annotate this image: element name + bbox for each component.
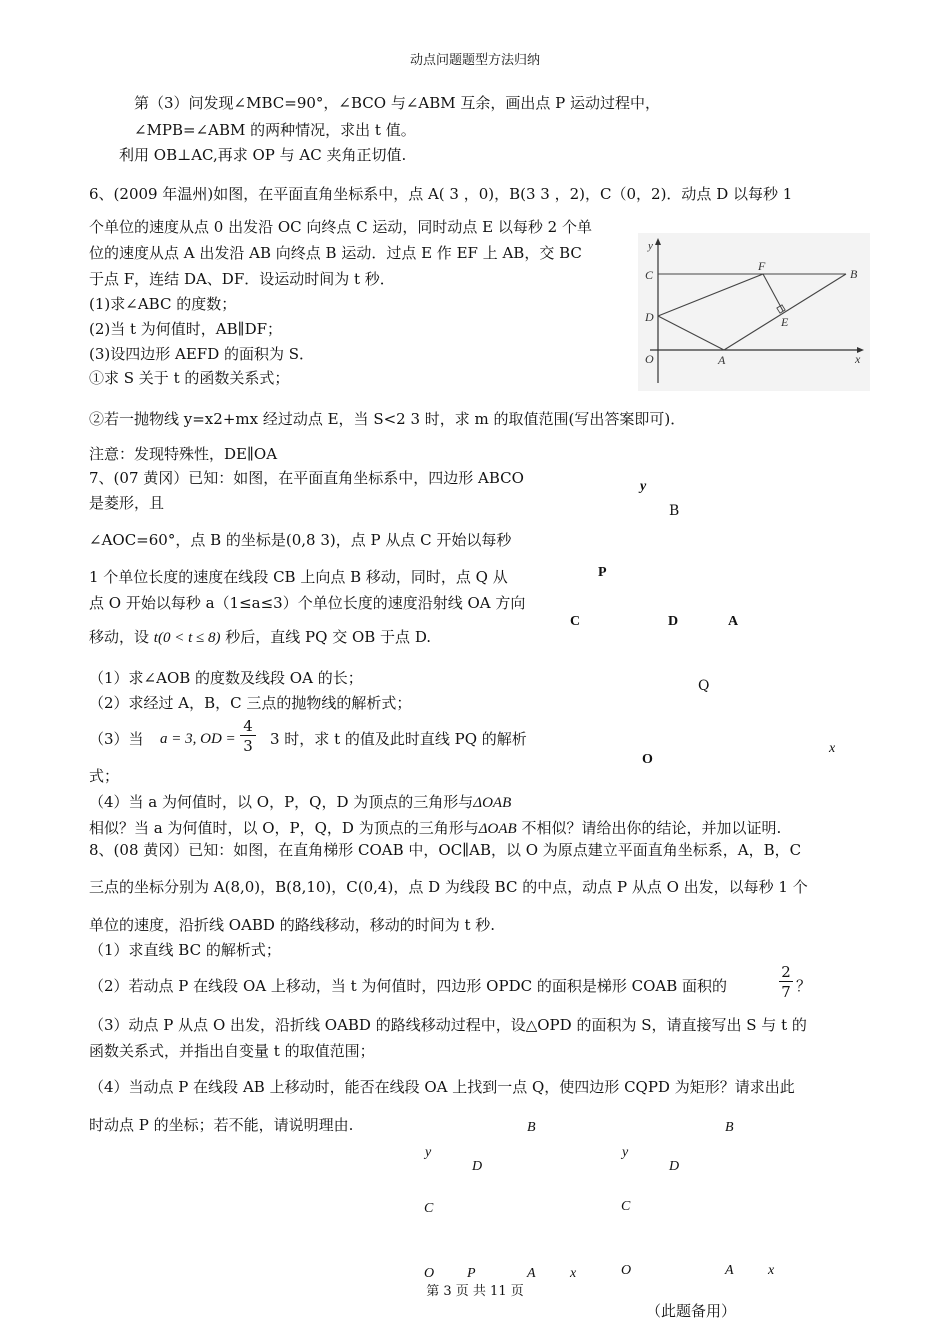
fig6-label-y: y — [648, 240, 653, 252]
fig7-label-b: B — [669, 503, 680, 519]
intro-line-1: 第（3）问发现∠MBC=90°，∠BCO 与∠ABM 互余，画出点 P 运动过程中， — [134, 94, 660, 112]
q6-sub-3: (3)设四边形 AEFD 的面积为 S． — [89, 345, 315, 363]
q6-note: 注意：发现特殊性，DE∥OA — [89, 445, 278, 463]
q7-sub-4 — [89, 792, 511, 813]
q7-fraction — [240, 717, 256, 756]
q8-sub-4: （4）当动点 P 在线段 AB 上移动时，能否在线段 OA 上找到一点 Q，使四边形 CQPD 为矩形？请求出此 — [89, 1078, 795, 1096]
q8-sub-1: （1）求直线 BC 的解析式； — [89, 941, 281, 959]
q7-sub-3-math: a = 3, OD = — [160, 731, 236, 747]
fig6-label-f: F — [758, 259, 766, 273]
fig8a-label-x: x — [570, 1266, 577, 1281]
fig8b-label-b: B — [725, 1120, 734, 1135]
q8-sub-3-cont: 函数关系式，并指出自变量 t 的取值范围； — [89, 1042, 375, 1060]
q6-sub-2: (2)当 t 为何值时，AB∥DF； — [89, 320, 283, 338]
q7-fraction-denominator: 3 — [243, 737, 253, 755]
q8-line-3: 单位的速度，沿折线 OABD 的路线移动，移动的时间为 t 秒. — [89, 916, 496, 934]
fig8a-label-o: O — [424, 1266, 435, 1281]
q7-line-6-prefix: 移动，设 — [89, 628, 150, 646]
fig7-label-y: y — [640, 479, 647, 494]
fig7-label-d: D — [668, 614, 679, 629]
fig8a-label-a: A — [527, 1266, 536, 1281]
q8-sub-2: （2）若动点 P 在线段 OA 上移动，当 t 为何值时，四边形 OPDC 的面积是梯形 COAB 面积的 — [89, 977, 728, 995]
fig6-label-c: C — [645, 268, 654, 282]
fig8b-label-d: D — [669, 1159, 680, 1174]
fig7-label-a: A — [728, 614, 739, 629]
fig8b-label-y: y — [622, 1145, 629, 1160]
fig6-label-d: D — [645, 310, 654, 324]
fig8a-label-y: y — [425, 1145, 432, 1160]
fig6-label-o: O — [645, 352, 654, 366]
page-footer: 第 3 页 共 11 页 — [426, 1284, 524, 1299]
q7-sub-4-cont-math: ΔOAB — [478, 821, 517, 837]
figure-background — [638, 233, 870, 391]
q7-line-2: 是菱形，且 — [89, 494, 165, 512]
q7-sub-4-text: （4）当 a 为何值时，以 O，P，Q，D 为顶点的三角形与 — [89, 793, 474, 811]
q6-sub-3b: ②若一抛物线 y=x2+mx 经过动点 E，当 S<2 3 时，求 m 的取值范围(写出答案即可)． — [89, 410, 686, 428]
fig7-label-q: Q — [698, 678, 710, 694]
fig8a-label-p: P — [467, 1266, 476, 1281]
q7-sub-3-suffix: 3 时，求 t 的值及此时直线 PQ 的解析 — [270, 730, 527, 748]
fig7-label-c: C — [570, 614, 581, 629]
q8-line-2: 三点的坐标分别为 A(8,0)，B(8,10)，C(0,4)，点 D 为线段 BC 的中点，动点 P 从点 O 出发，以每秒 1 个 — [89, 878, 808, 896]
q6-line-4: 于点 F，连结 DA、DF．设运动时间为 t 秒． — [89, 270, 395, 288]
fig8b-label-c: C — [621, 1199, 631, 1214]
fig8b-label-x: x — [768, 1263, 775, 1278]
q7-fraction-numerator: 4 — [240, 717, 256, 736]
fig7-label-x: x — [829, 741, 836, 756]
q7-line-6 — [89, 627, 431, 648]
q6-line-2: 个单位的速度从点 0 出发沿 OC 向终点 C 运动，同时动点 E 以每秒 2 个单 — [89, 218, 592, 236]
fig6-label-e: E — [781, 315, 789, 329]
q8-fraction — [779, 963, 793, 1002]
q7-line-6-suffix: 秒后，直线 PQ 交 OB 于点 D. — [225, 628, 432, 646]
q6-figure — [638, 233, 870, 391]
q8-sub-2-end: ？ — [796, 977, 812, 995]
fig8b-label-o: O — [621, 1263, 632, 1278]
fig6-label-a: A — [718, 353, 726, 367]
q8-fraction-denominator: 7 — [781, 983, 791, 1001]
q6-line-3: 位的速度从点 A 出发沿 AB 向终点 B 运动．过点 E 作 EF 上 AB，交 BC — [89, 244, 582, 262]
q7-sub-4-math: ΔOAB — [473, 795, 512, 811]
q7-sub-4-cont-end: 不相似？请给出你的结论，并加以证明. — [521, 819, 782, 837]
q6-sub-3a: ①求 S 关于 t 的函数关系式； — [89, 369, 290, 387]
intro-line-3: 利用 OB⊥AC,再求 OP 与 AC 夹角正切值. — [119, 146, 407, 164]
q7-sub-3-end: 式； — [89, 767, 120, 785]
fig6-label-x: x — [855, 352, 861, 366]
q7-sub-3-prefix: （3）当 — [89, 730, 144, 748]
fig6-label-b: B — [850, 267, 858, 281]
q7-line-3: ∠AOC=60°，点 B 的坐标是(0,8 3)，点 P 从点 C 开始以每秒 — [89, 531, 512, 549]
q7-line-5: 点 O 开始以每秒 a（1≤a≤3）个单位长度的速度沿射线 OA 方向 — [89, 594, 526, 612]
q7-sub-4-cont-text: 相似？当 a 为何值时，以 O，P，Q，D 为顶点的三角形与 — [89, 819, 479, 837]
q7-line-4: 1 个单位长度的速度在线段 CB 上向点 B 移动，同时，点 Q 从 — [89, 568, 508, 586]
page-header: 动点问题题型方法归纳 — [409, 53, 540, 68]
fig8a-label-c: C — [424, 1201, 434, 1216]
q6-figure-svg — [638, 233, 870, 391]
q8-sub-3: （3）动点 P 从点 O 出发，沿折线 OABD 的路线移动过程中，设△OPD 的面积为 S，请直接写出 S 与 t 的 — [89, 1016, 807, 1034]
q8-sub-4-cont: 时动点 P 的坐标；若不能，请说明理由. — [89, 1116, 354, 1134]
q7-line-6-math: t(0 < t ≤ 8) — [153, 630, 221, 646]
q7-sub-2: （2）求经过 A，B，C 三点的抛物线的解析式； — [89, 694, 412, 712]
fig8a-label-b: B — [527, 1120, 536, 1135]
intro-line-2: ∠MPB=∠ABM 的两种情况，求出 t 值。 — [134, 121, 416, 139]
fig8a-label-d: D — [472, 1159, 483, 1174]
q7-sub-1: （1）求∠AOB 的度数及线段 OA 的长； — [89, 669, 363, 687]
q8-fraction-numerator: 2 — [779, 963, 793, 982]
fig7-label-p: P — [598, 565, 607, 580]
fig7-label-o: O — [642, 752, 653, 767]
q7-line-1: 7、(07 黄冈）已知：如图，在平面直角坐标系中，四边形 ABCO — [89, 469, 524, 487]
q6-sub-1: (1)求∠ABC 的度数； — [89, 295, 237, 313]
fig8b-label-a: A — [725, 1263, 734, 1278]
spare-note: （此题备用） — [646, 1302, 737, 1320]
q6-line-1: 6、(2009 年温州)如图，在平面直角坐标系中，点 A( 3 ，0)，B(3 3 ，2)，C（0，2)．动点 D 以每秒 1 — [89, 185, 793, 203]
q7-sub-4-cont — [89, 818, 781, 839]
q8-line-1: 8、(08 黄冈）已知：如图，在直角梯形 COAB 中，OC∥AB，以 O 为原点建立平面直角坐标系，A，B，C — [89, 841, 802, 859]
